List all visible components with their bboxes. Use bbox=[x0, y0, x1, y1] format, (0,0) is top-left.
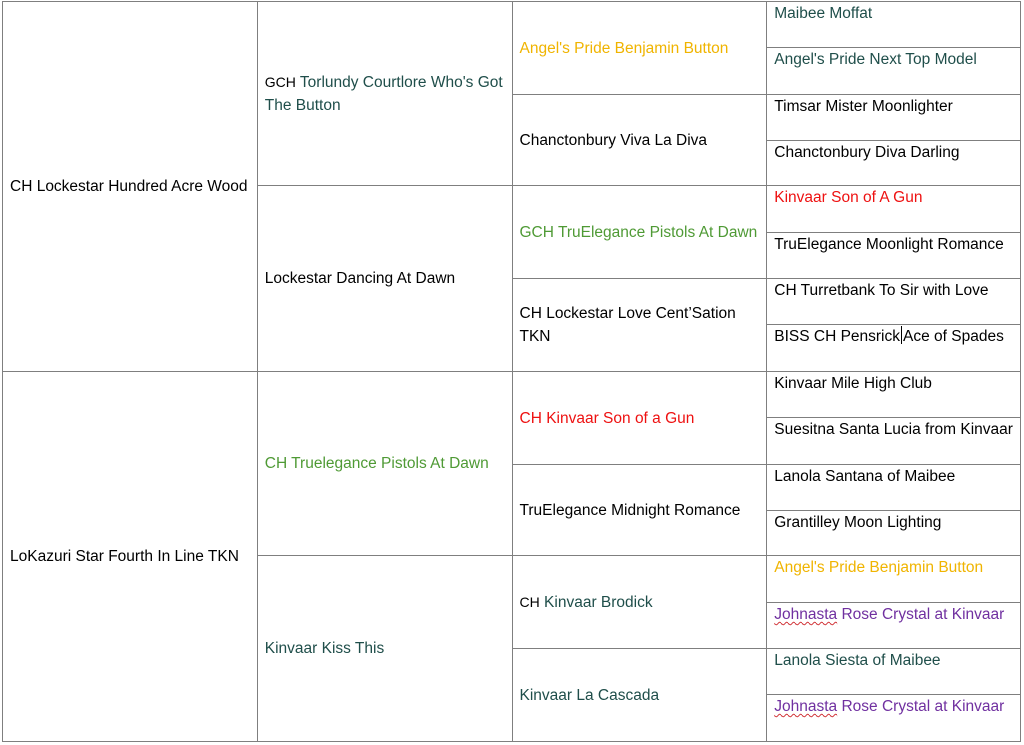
sire-sire-dam-name: Chanctonbury Viva La Diva bbox=[519, 131, 708, 149]
gen4-name: Maibee Moffat bbox=[774, 5, 873, 22]
dam-dam-sire-cell bbox=[512, 556, 767, 649]
gen4-name: TruElegance Moonlight Romance bbox=[774, 236, 1004, 253]
sire-dam-name: Lockestar Dancing At Dawn bbox=[264, 270, 456, 287]
gen4-cell bbox=[767, 511, 1021, 556]
dam-dam-dam-name: Kinvaar La Cascada bbox=[519, 686, 660, 704]
sire-dam-sire-cell bbox=[512, 186, 767, 279]
gen4-name: Lanola Siesta of Maibee bbox=[774, 652, 941, 669]
sire-dam-dam-name: CH Lockestar Love Cent’Sation TKN bbox=[519, 305, 736, 345]
title-prefix: CH bbox=[519, 593, 540, 610]
dam-sire-sire-name: CH Kinvaar Son of a Gun bbox=[519, 409, 695, 427]
sire-dam-dam-cell bbox=[512, 279, 767, 372]
pedigree-table bbox=[2, 1, 1021, 742]
gen4-cell bbox=[767, 418, 1021, 465]
gen4-name: CH Turretbank To Sir with Love bbox=[774, 282, 989, 299]
sire-dam-cell bbox=[257, 186, 512, 372]
gen4-cell bbox=[767, 325, 1021, 372]
gen4-cell bbox=[767, 141, 1021, 186]
dam-sire-dam-name: TruElegance Midnight Romance bbox=[519, 501, 741, 519]
dam-dam-dam-cell bbox=[512, 649, 767, 742]
gen4-name: Angel's Pride Next Top Model bbox=[774, 51, 977, 68]
gen4-cell bbox=[767, 279, 1021, 325]
sire-dam-sire-name: GCH TruElegance Pistols At Dawn bbox=[519, 223, 758, 241]
gen4-cell bbox=[767, 649, 1021, 695]
gen4-cell bbox=[767, 695, 1021, 742]
gen4-cell bbox=[767, 233, 1021, 279]
gen4-cell bbox=[767, 465, 1021, 511]
sire-name: CH Lockestar Hundred Acre Wood bbox=[10, 178, 248, 195]
gen4-name-part: BISS CH Pensrick bbox=[774, 328, 901, 345]
gen4-name: Angel's Pride Benjamin Button bbox=[774, 559, 984, 576]
gen4-cell bbox=[767, 186, 1021, 233]
dam-sire-cell bbox=[257, 372, 512, 556]
gen4-name-part: Rose Crystal at Kinvaar bbox=[841, 606, 1005, 623]
misspelled-word: Johnasta bbox=[774, 606, 838, 623]
sire-sire-name: Torlundy Courtlore Who's Got The Button bbox=[264, 73, 503, 114]
gen4-name-part: Rose Crystal at Kinvaar bbox=[841, 698, 1005, 715]
gen4-name: Timsar Mister Moonlighter bbox=[774, 98, 953, 115]
pedigree-row bbox=[3, 2, 1021, 48]
gen4-name: Grantilley Moon Lighting bbox=[774, 514, 942, 531]
sire-sire-cell bbox=[257, 2, 512, 186]
gen4-cell bbox=[767, 556, 1021, 603]
gen4-name: Suesitna Santa Lucia from Kinvaar bbox=[774, 421, 1013, 438]
dam-dam-sire-name: Kinvaar Brodick bbox=[544, 593, 653, 611]
gen4-cell bbox=[767, 372, 1021, 418]
gen4-cell bbox=[767, 95, 1021, 141]
pedigree-row bbox=[3, 372, 1021, 418]
gen4-name: Kinvaar Mile High Club bbox=[774, 375, 932, 392]
gen4-cell bbox=[767, 2, 1021, 48]
gen4-cell bbox=[767, 48, 1021, 95]
gen4-name: Kinvaar Son of A Gun bbox=[774, 189, 923, 206]
sire-cell bbox=[3, 2, 258, 372]
title-prefix: GCH bbox=[264, 73, 296, 90]
gen4-cell bbox=[767, 603, 1021, 649]
text-cursor bbox=[901, 326, 902, 344]
gen4-name: Chanctonbury Diva Darling bbox=[774, 144, 960, 161]
misspelled-word: Johnasta bbox=[774, 698, 838, 715]
dam-dam-cell bbox=[257, 556, 512, 742]
gen4-name-part: Ace of Spades bbox=[903, 328, 1004, 345]
dam-sire-sire-cell bbox=[512, 372, 767, 465]
gen4-name: Lanola Santana of Maibee bbox=[774, 468, 956, 485]
sire-sire-dam-cell bbox=[512, 95, 767, 186]
dam-sire-dam-cell bbox=[512, 465, 767, 556]
dam-name: LoKazuri Star Fourth In Line TKN bbox=[10, 548, 239, 565]
sire-sire-sire-cell bbox=[512, 2, 767, 95]
dam-cell bbox=[3, 372, 258, 742]
dam-dam-name: Kinvaar Kiss This bbox=[264, 640, 385, 657]
dam-sire-name: CH Truelegance Pistols At Dawn bbox=[264, 455, 489, 472]
sire-sire-sire-name: Angel's Pride Benjamin Button bbox=[519, 39, 729, 57]
